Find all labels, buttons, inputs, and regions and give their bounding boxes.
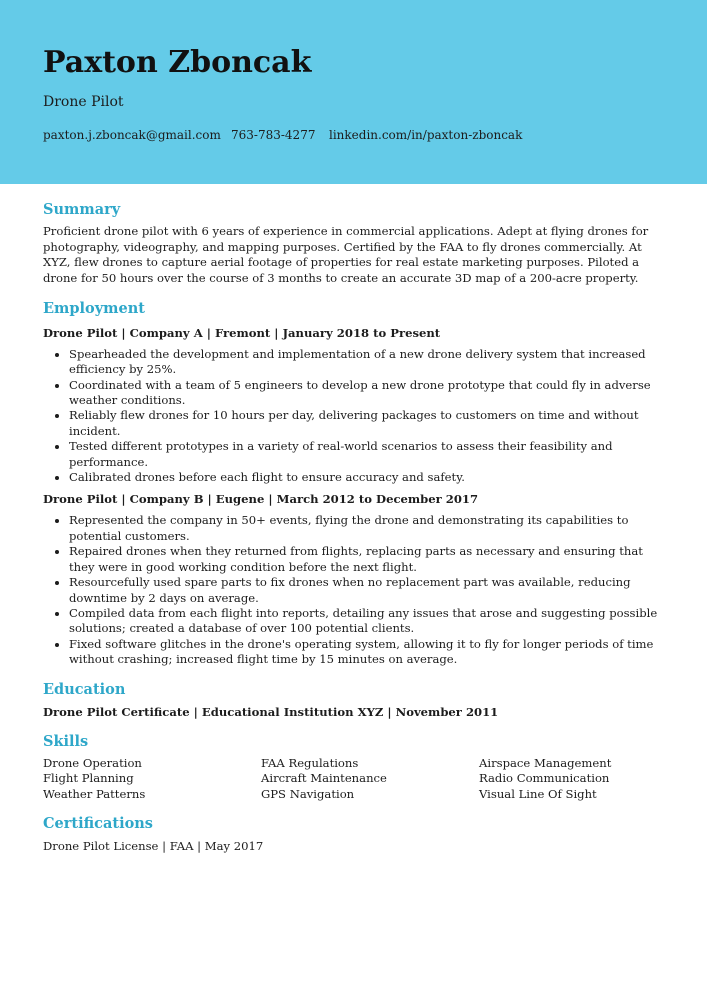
job-bullets	[43, 513, 664, 667]
resume-header	[0, 0, 707, 184]
list-item: • Tested different prototypes in a variety of real-world scenarios to assess their feasibility and performance.	[69, 439, 664, 470]
job-heading: Drone Pilot | Company A | Fremont | January 2018 to Present	[43, 325, 441, 340]
skill-item: GPS Navigation	[261, 786, 355, 801]
skill-item: FAA Regulations	[261, 755, 359, 770]
skill-item: Flight Planning	[43, 771, 134, 786]
skill-item: Radio Communication	[479, 771, 610, 786]
summary-text: Proficient drone pilot with 6 years of experience in commercial applications. Adept at flying drones for photography, videography, and mapping purposes. Certified by the FAA to fly drones commercially. At XYZ, flew drones to capture aerial footage of properties for real estate marketing purposes. Piloted a drone for 50 hours over the course of 3 months to create an accurate 3D map of a 200-acre property.	[43, 224, 649, 286]
education-section	[43, 680, 664, 720]
section-title-certifications: Certifications	[43, 815, 153, 833]
contact-info	[43, 127, 664, 143]
skill-item: Aircraft Maintenance	[261, 771, 387, 786]
summary-section	[43, 200, 664, 287]
job-role: Drone Pilot	[43, 94, 124, 110]
job-bullets	[43, 347, 664, 486]
skill-item: Drone Operation	[43, 755, 142, 770]
skills-grid	[43, 756, 664, 803]
section-title-summary: Summary	[43, 201, 121, 218]
education-entry: Drone Pilot Certificate | Educational Institution XYZ | November 2011	[43, 704, 499, 719]
list-item: • Coordinated with a team of 5 engineers to develop a new drone prototype that could fly in adverse weather conditions.	[69, 378, 664, 409]
skill-item: Visual Line Of Sight	[479, 786, 597, 801]
email-link[interactable]: paxton.j.zboncak@gmail.com	[43, 128, 221, 142]
skill-item: Weather Patterns	[43, 786, 146, 801]
resume-body	[0, 184, 707, 854]
list-item: • Calibrated drones before each flight to ensure accuracy and safety.	[69, 470, 664, 485]
certifications-section	[43, 814, 664, 854]
list-item: • Reliably flew drones for 10 hours per day, delivering packages to customers on time and without incident.	[69, 408, 664, 439]
candidate-name: Paxton Zboncak	[43, 45, 312, 80]
certification-entry: Drone Pilot License | FAA | May 2017	[43, 839, 264, 854]
section-title-skills: Skills	[43, 732, 89, 750]
list-item: • Compiled data from each flight into reports, detailing any issues that arose and suggesting possible solutions; created a database of over 100 potential clients.	[69, 606, 664, 637]
phone-number: 763-783-4277	[231, 128, 316, 142]
section-title-education: Education	[43, 680, 126, 698]
job-heading: Drone Pilot | Company B | Eugene | March 2012 to December 2017	[43, 492, 479, 507]
list-item: • Spearheaded the development and implementation of a new drone delivery system that increased efficiency by 25%.	[69, 347, 664, 378]
skills-section	[43, 732, 664, 803]
employment-section	[43, 299, 664, 668]
list-item: • Repaired drones when they returned from flights, replacing parts as necessary and ensuring that they were in good working condition before the next flight.	[69, 544, 664, 575]
list-item: • Resourcefully used spare parts to fix drones when no replacement part was available, reducing downtime by 2 days on average.	[69, 575, 664, 606]
section-title-employment: Employment	[43, 299, 145, 317]
skill-item: Airspace Management	[479, 755, 612, 770]
linkedin-link[interactable]: linkedin.com/in/paxton-zboncak	[329, 128, 523, 142]
list-item: • Fixed software glitches in the drone's operating system, allowing it to fly for longer periods of time without crashing; increased flight time by 15 minutes on average.	[69, 637, 664, 668]
list-item: • Represented the company in 50+ events, flying the drone and demonstrating its capabilities to potential customers.	[69, 513, 664, 544]
